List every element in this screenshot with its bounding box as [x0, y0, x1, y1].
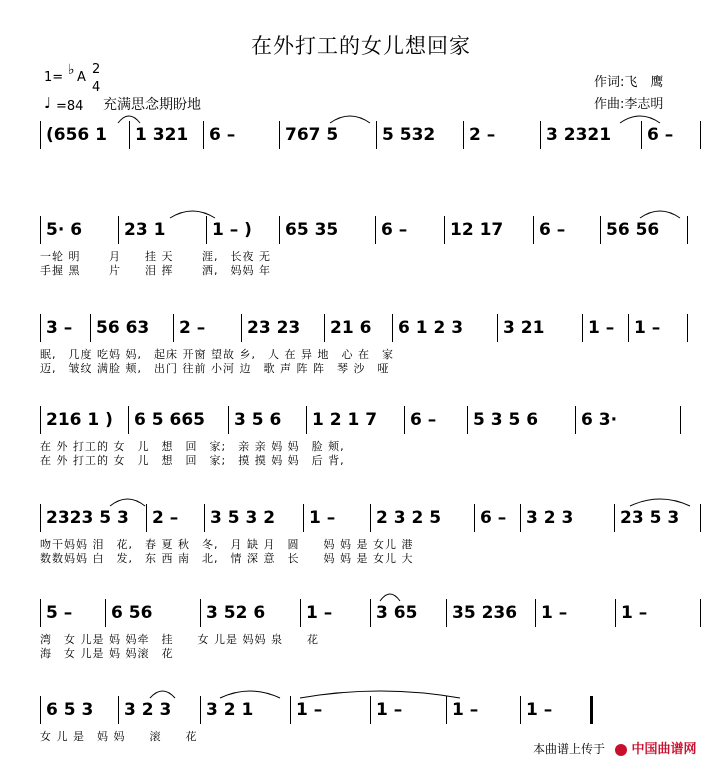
footer-text: 本曲谱上传于: [533, 742, 606, 756]
measure: 1 –: [306, 603, 333, 623]
measure: 6 5 665: [134, 410, 205, 430]
measure: 2 –: [152, 508, 179, 528]
slur: [630, 499, 690, 506]
measure: 23 23: [247, 318, 301, 338]
measure: 1 321: [135, 125, 189, 145]
lyricist-credit: 作词:飞 鹰: [594, 75, 664, 90]
measure: 5 3 5 6: [473, 410, 539, 430]
slur: [380, 594, 400, 601]
measure: 1 –: [309, 508, 336, 528]
measure: 1 –: [621, 603, 648, 623]
slur: [220, 691, 280, 698]
measure: 5 532: [382, 125, 436, 145]
measure: 1 –: [296, 700, 323, 720]
slur: [170, 211, 215, 218]
lyric-line: 数数妈妈 白 发, 东 西 南 北, 情 深 意 长 妈 妈 是 女儿 大: [40, 552, 414, 565]
lyric-line: 迈, 皱纹 满脸 颊, 出门 往前 小河 边 歌 声 阵 阵 琴 沙 哑: [40, 362, 390, 375]
measure: 767 5: [285, 125, 339, 145]
measure: 2 –: [469, 125, 496, 145]
measure: 6 –: [539, 220, 566, 240]
measure: 6 –: [381, 220, 408, 240]
measure: 5· 6: [46, 220, 83, 240]
measure: 6 5 3: [46, 700, 94, 720]
lyric-line: 在 外 打工的 女 儿 想 回 家; 摸 摸 妈 妈 后 背,: [40, 454, 345, 467]
measure: 5 –: [46, 603, 73, 623]
measure: 1 –: [452, 700, 479, 720]
slur: [118, 116, 140, 123]
slur: [300, 691, 460, 698]
slur: [150, 691, 175, 698]
measure: 3 –: [46, 318, 73, 338]
measure: 6 –: [209, 125, 236, 145]
time-signature-bottom: 4: [92, 80, 101, 95]
measure: 21 6: [330, 318, 372, 338]
site-logo-text: 中国曲谱网: [631, 742, 697, 757]
measure: 2323 5 3: [46, 508, 129, 528]
measure: 6 56: [111, 603, 153, 623]
measure: 3 2 3: [124, 700, 172, 720]
tempo-value: =84: [56, 99, 84, 114]
time-signature-top: 2: [92, 62, 101, 77]
measure: 3 2 3: [526, 508, 574, 528]
lyric-line: 一轮 明 月 挂 天 涯, 长夜 无: [40, 250, 271, 263]
measure: (656 1: [46, 125, 108, 145]
slur: [330, 116, 370, 123]
measure: 1 – ): [212, 220, 252, 240]
measure: 1 –: [526, 700, 553, 720]
measure: 23 5 3: [620, 508, 680, 528]
measure: 1 –: [588, 318, 615, 338]
lyric-line: 女 儿 是 妈 妈 滚 花: [40, 730, 198, 743]
measure: 2 –: [179, 318, 206, 338]
lyric-line: 海 女 儿是 妈 妈滚 花: [40, 647, 174, 660]
measure: 1 –: [634, 318, 661, 338]
measure: 65 35: [285, 220, 339, 240]
measure: 6 –: [480, 508, 507, 528]
measure: 6 –: [647, 125, 674, 145]
measure: 3 5 6: [234, 410, 282, 430]
lyric-line: 湾 女 儿是 妈 妈牵 挂 女 儿是 妈妈 泉 花: [40, 633, 319, 646]
measure: 216 1 ): [46, 410, 113, 430]
measure: 35 236: [452, 603, 518, 623]
flat-sign: ♭: [68, 62, 75, 78]
measure: 3 21: [503, 318, 545, 338]
measure: 56 63: [96, 318, 150, 338]
slur: [640, 211, 680, 218]
measure: 6 1 2 3: [398, 318, 464, 338]
measure: 1 –: [541, 603, 568, 623]
lyric-line: 手握 黑 片 泪 挥 洒, 妈妈 年: [40, 264, 271, 277]
measure: 6 3·: [581, 410, 618, 430]
song-title: 在外打工的女儿想回家: [251, 34, 471, 58]
measure: 2 3 2 5: [376, 508, 442, 528]
measure: 23 1: [124, 220, 166, 240]
quarter-note-icon: ♩: [44, 94, 52, 112]
expression-marking: 充满思念期盼地: [103, 97, 201, 113]
composer-credit: 作曲:李志明: [594, 97, 664, 112]
measure: 3 2 1: [206, 700, 254, 720]
measure: 6 –: [410, 410, 437, 430]
measure: 3 65: [376, 603, 418, 623]
measure: 3 2321: [546, 125, 612, 145]
measure: 12 17: [450, 220, 504, 240]
measure: 3 5 3 2: [210, 508, 276, 528]
lyric-line: 在 外 打工的 女 儿 想 回 家; 亲 亲 妈 妈 脸 颊,: [40, 440, 345, 453]
measure: 1 2 1 7: [312, 410, 378, 430]
slur: [620, 116, 660, 123]
measure: 3 52 6: [206, 603, 266, 623]
measure: 1 –: [376, 700, 403, 720]
lyric-line: 吻干妈妈 泪 花, 春 夏 秋 冬, 月 缺 月 圆 妈 妈 是 女儿 港: [40, 538, 414, 551]
lyric-line: 眠, 几度 吃妈 妈, 起床 开窗 望故 乡, 人 在 异 地 心 在 家: [40, 348, 394, 361]
key-prefix: 1=: [44, 70, 64, 85]
key-note: A: [77, 70, 86, 85]
measure: 56 56: [606, 220, 660, 240]
slur: [110, 499, 145, 506]
